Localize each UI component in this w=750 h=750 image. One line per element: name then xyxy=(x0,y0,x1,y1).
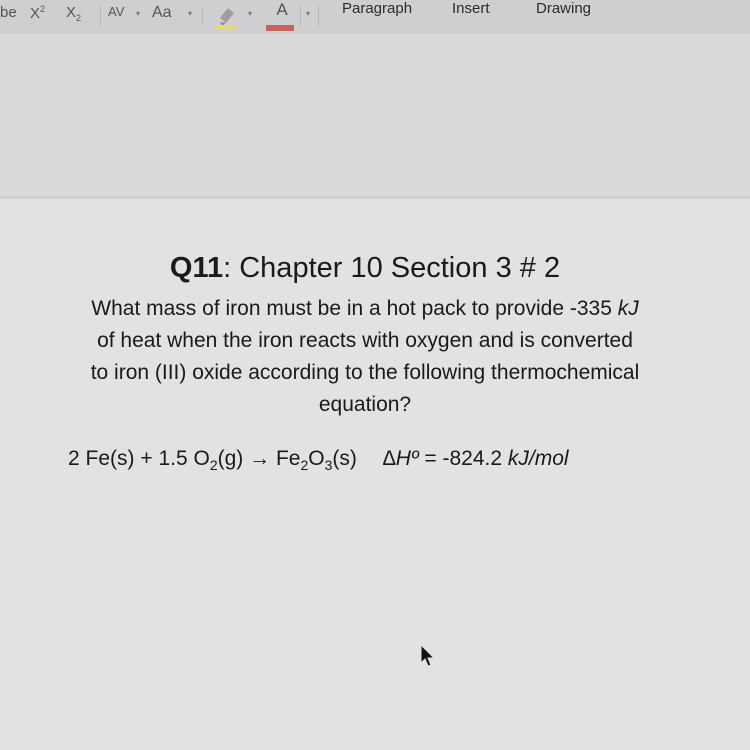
question-title xyxy=(0,252,730,285)
equation-arrow: (g) → Fe xyxy=(217,447,301,470)
change-case-label: Aa xyxy=(152,4,172,21)
font-color-swatch xyxy=(266,25,294,31)
tab-paragraph[interactable]: Paragraph xyxy=(342,0,413,17)
superscript-icon xyxy=(30,5,45,22)
superscript-label: X xyxy=(30,5,41,22)
chevron-down-icon[interactable]: ▾ xyxy=(306,9,311,18)
question-line-1-text: What mass of iron must be in a hot pack to provide -335 xyxy=(91,297,618,320)
toolbar-separator xyxy=(318,6,319,26)
ribbon-toolbar xyxy=(0,0,750,34)
subscript-mark: 2 xyxy=(76,13,82,23)
question-body xyxy=(30,293,700,421)
character-spacing-label: AV xyxy=(108,4,125,19)
question-line-2: of heat when the iron reacts with oxygen and is converted xyxy=(97,329,633,352)
change-case-icon xyxy=(152,4,172,21)
energy-unit: kJ xyxy=(617,297,639,320)
character-spacing-button[interactable] xyxy=(108,4,124,19)
enthalpy-unit: kJ/mol xyxy=(507,447,569,470)
question-line-1 xyxy=(30,293,700,325)
ribbon-panel-area xyxy=(0,34,750,197)
equation-reactants: 2 Fe(s) + 1.5 O xyxy=(68,447,210,470)
chevron-down-icon[interactable]: ▾ xyxy=(136,9,141,18)
font-color-button[interactable] xyxy=(262,0,302,28)
tab-drawing[interactable]: Drawing xyxy=(536,0,592,17)
superscript-mark: 2 xyxy=(40,4,46,14)
question-line-3: to iron (III) oxide according to the following thermochemical xyxy=(90,361,640,384)
partial-label: be xyxy=(0,4,17,21)
question-number: Q11 xyxy=(169,252,224,284)
enthalpy xyxy=(383,447,569,470)
font-color-icon xyxy=(276,0,287,19)
partial-button[interactable] xyxy=(0,4,17,21)
tab-insert[interactable]: Insert xyxy=(452,0,490,17)
mouse-pointer-icon xyxy=(418,643,438,669)
toolbar-separator xyxy=(100,6,101,26)
change-case-button[interactable] xyxy=(152,4,172,22)
equation-state: (s) xyxy=(332,447,357,470)
equation-subscript: 2 xyxy=(209,457,218,474)
toolbar-separator xyxy=(300,6,301,26)
font-color-label: A xyxy=(276,0,288,19)
equation-oxide: O xyxy=(308,447,325,470)
equation-subscript: 3 xyxy=(324,457,333,474)
enthalpy-value: = -824.2 xyxy=(418,447,508,470)
thermochemical-equation xyxy=(68,447,728,473)
chevron-down-icon[interactable]: ▾ xyxy=(248,9,253,18)
character-spacing-icon xyxy=(108,4,124,19)
question-heading: : Chapter 10 Section 3 # 2 xyxy=(223,252,561,284)
subscript-label: X xyxy=(66,4,77,21)
enthalpy-symbol: ∆Hº xyxy=(382,447,419,470)
superscript-button[interactable] xyxy=(30,4,45,22)
equation-subscript: 2 xyxy=(300,457,309,474)
subscript-button[interactable] xyxy=(66,4,81,23)
toolbar-separator xyxy=(202,6,203,26)
highlight-button[interactable] xyxy=(212,2,246,30)
chevron-down-icon[interactable]: ▾ xyxy=(188,9,193,18)
highlight-icon xyxy=(212,2,246,30)
question-line-4: equation? xyxy=(318,393,412,416)
subscript-icon xyxy=(66,4,81,21)
